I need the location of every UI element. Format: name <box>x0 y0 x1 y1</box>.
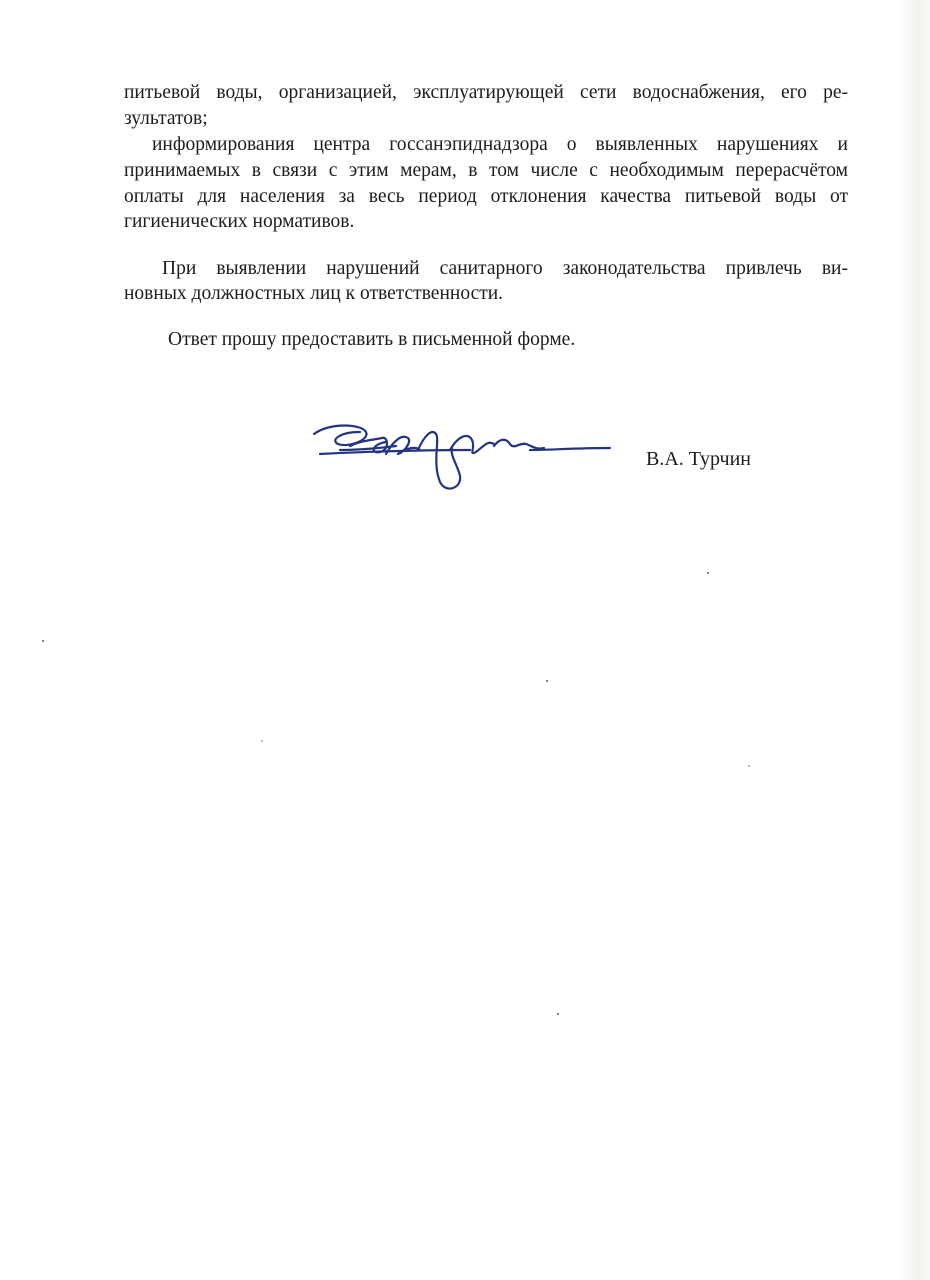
signer-name: В.А. Турчин <box>646 448 751 470</box>
body-line: Ответ прошу предоставить в письменной форме. <box>168 329 576 350</box>
scan-speck <box>42 640 44 642</box>
body-line: При выявлении нарушений санитарного законодательства привлечь ви- <box>162 258 848 279</box>
handwritten-signature <box>300 410 620 500</box>
scan-speck <box>557 1013 559 1015</box>
scan-speck <box>707 572 709 574</box>
scan-speck <box>546 680 548 682</box>
scan-edge-shadow <box>900 0 930 1280</box>
body-line: гигиенических нормативов. <box>124 211 355 232</box>
scan-speck <box>261 740 263 742</box>
body-line: питьевой воды, организацией, эксплуатирующей сети водоснабжения, его ре- <box>124 82 848 103</box>
body-line: принимаемых в связи с этим мерам, в том числе с необходимым перерасчётом <box>124 160 848 181</box>
body-line: оплаты для населения за весь период отклонения качества питьевой воды от <box>124 186 848 207</box>
body-line: зультатов; <box>124 108 208 129</box>
scan-speck <box>748 765 750 767</box>
body-line: новных должностных лиц к ответственности. <box>124 283 504 304</box>
body-line: информирования центра госсанэпиднадзора о выявленных нарушениях и <box>152 134 848 155</box>
